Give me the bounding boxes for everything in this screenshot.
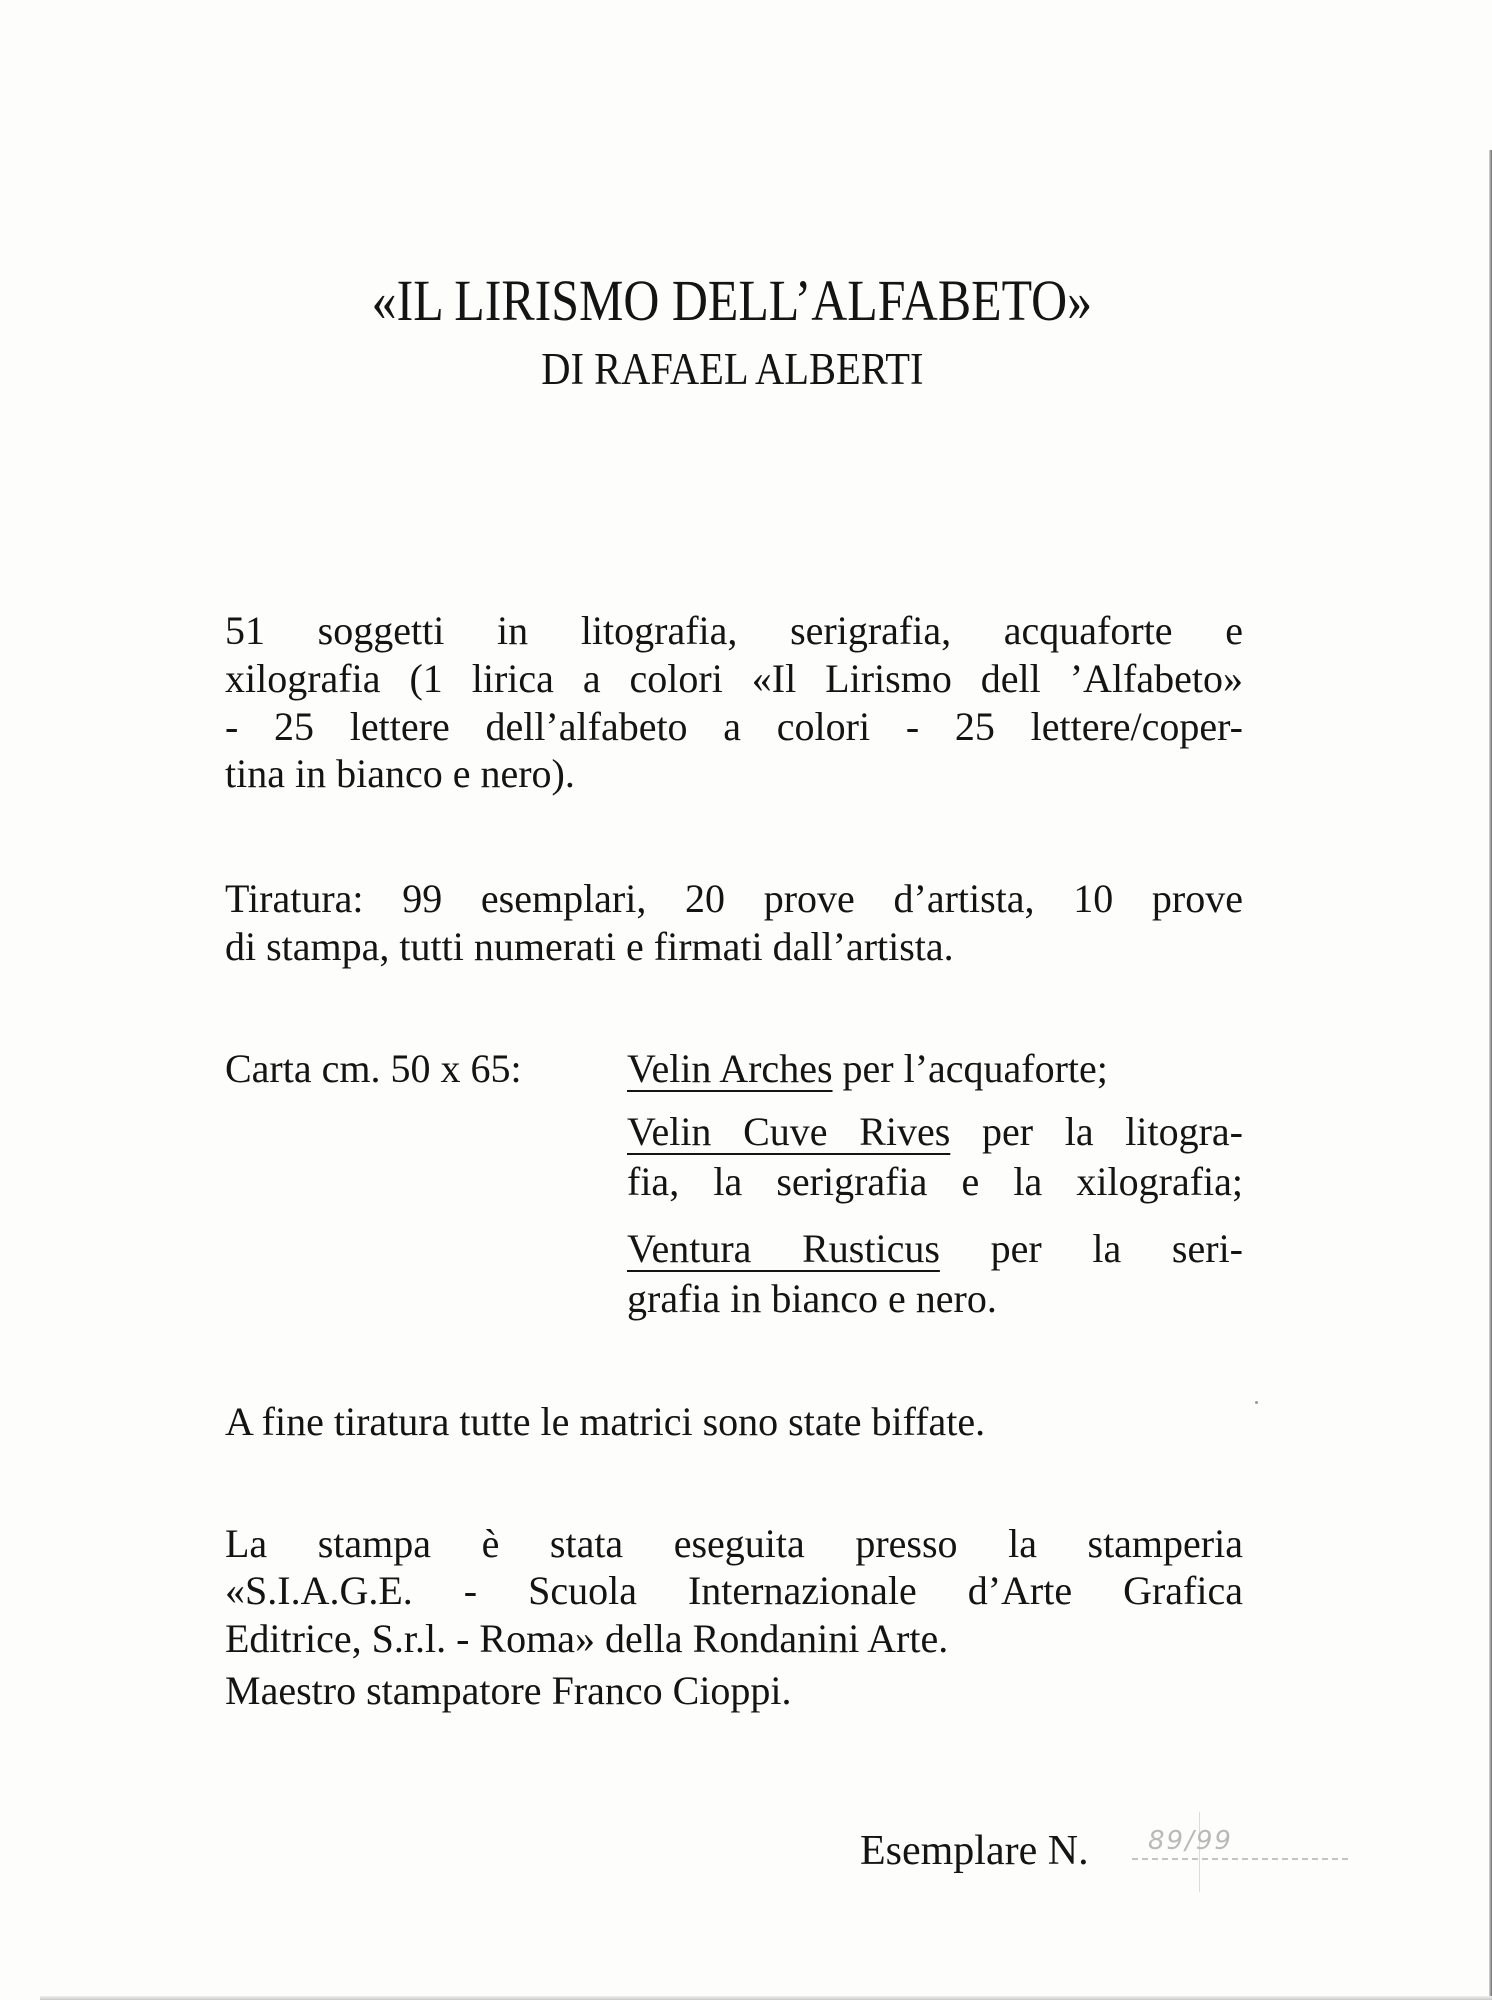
text-line: «S.I.A.G.E. - Scuola Internazionale d’Arte Grafica: [225, 1568, 1243, 1613]
paper-use-continued: grafia in bianco e nero.: [627, 1276, 997, 1321]
text-line: tina in bianco e nero).: [225, 751, 575, 796]
text-line: Maestro stampatore Franco Cioppi.: [225, 1668, 792, 1713]
text-line: Editrice, S.r.l. - Roma» della Rondanini Arte.: [225, 1616, 949, 1661]
text-line: 51 soggetti in litografia, serigrafia, acquaforte e: [225, 608, 1243, 653]
paper-speck: [1255, 1401, 1258, 1404]
paper-entry: [627, 1226, 1244, 1271]
copy-number-dotted-line: [1132, 1858, 1348, 1860]
text-line: Tiratura: 99 esemplari, 20 prove d’artista, 10 prove: [225, 876, 1243, 921]
document-title-text: «IL LIRISMO DELL’ALFABETO»: [371, 268, 1093, 333]
copy-number-handwritten: 89/99: [1148, 1826, 1233, 1856]
paper-name: Velin Cuve Rives: [627, 1109, 951, 1154]
paper-name: Ventura Rusticus: [627, 1226, 940, 1271]
copy-number-label: Esemplare N.: [860, 1828, 1089, 1874]
paper-label: Carta cm. 50 x 65:: [225, 1046, 522, 1091]
paper-entry: [627, 1046, 1108, 1091]
text-line: xilografia (1 lirica a colori «Il Lirismo dell ’Alfabeto»: [225, 656, 1243, 701]
paper-use: per la litogra-: [950, 1109, 1243, 1154]
text-line: - 25 lettere dell’alfabeto a colori - 25 lettere/coper-: [225, 704, 1243, 749]
paper-use-continued: fia, la serigrafia e la xilografia;: [627, 1159, 1243, 1204]
document-subtitle: [0, 344, 1464, 394]
text-line: di stampa, tutti numerati e firmati dall’artista.: [225, 924, 954, 969]
paper-use: per l’acquaforte;: [832, 1046, 1108, 1091]
document-title: [0, 268, 1464, 333]
paper-name: Velin Arches: [627, 1046, 833, 1091]
page-edge-bottom: [40, 1996, 1492, 2000]
document-subtitle-text: DI RAFAEL ALBERTI: [540, 344, 924, 394]
paragraph-plates: A fine tiratura tutte le matrici sono state biffate.: [225, 1399, 986, 1444]
paper-use: per la seri-: [939, 1226, 1244, 1271]
text-line: La stampa è stata eseguita presso la stamperia: [225, 1521, 1243, 1566]
paper-entry: [627, 1109, 1243, 1154]
